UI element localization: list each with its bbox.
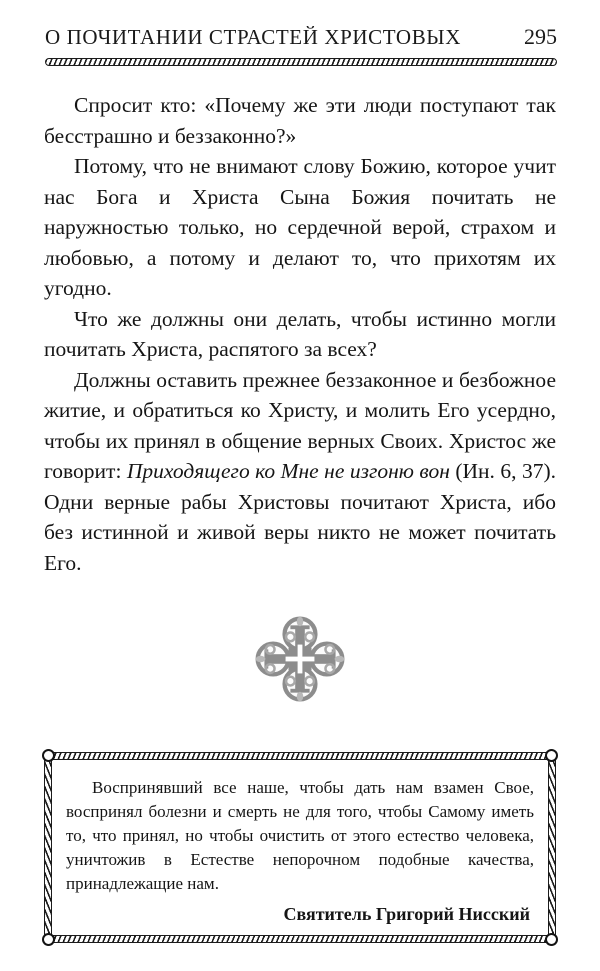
page-number: 295	[524, 24, 557, 49]
paragraph: Спросит кто: «Почему же эти люди поступают так бесстрашно и беззаконно?»	[44, 93, 556, 148]
quote-box	[44, 752, 556, 943]
paragraph: Потому, что не внимают слову Божию, которое учит нас Бога и Христа Сына Божия почитать не наружностью только, но сердечной верой, страхом и любовью, а потому и делают то, что прихотям их угодно.	[44, 154, 556, 300]
paragraph	[44, 365, 556, 579]
quote-text: Воспринявший все наше, чтобы дать нам взамен Свое, воспринял болезни и смерть не для того, чтобы Самому иметь то, что принял, но чтобы очистить от этого естество человека, уничтожив в Естестве непорочном подобные качества, принадлежащие нам.	[66, 778, 534, 893]
body-text	[44, 90, 556, 578]
corner-ring-icon	[545, 749, 558, 762]
paragraph-text: Должны оставить прежнее беззаконное и безбожное житие, и обратиться ко Христу, и молить Его усердно, чтобы их принял в общение верных Своих. Христос же говорит:	[44, 367, 556, 483]
paragraph: Что же должны они делать, чтобы истинно могли почитать Христа, распятого за всех?	[44, 306, 556, 361]
quote-attribution: Святитель Григорий Нисский	[283, 904, 530, 924]
quote-content	[53, 761, 547, 934]
rope-border-bottom	[49, 935, 551, 943]
corner-ring-icon	[42, 933, 55, 946]
rope-border-right	[548, 757, 556, 938]
scripture-quote: Приходящего ко Мне не изгоню вон	[126, 459, 450, 483]
page-header	[45, 24, 557, 50]
rope-divider	[45, 58, 557, 66]
paragraph-text: (Ин. 6, 37). Одни верные рабы Христовы почитают Христа, ибо без истинной и живой веры никто не может почитать Его.	[44, 459, 556, 575]
corner-ring-icon	[545, 933, 558, 946]
running-head: О ПОЧИТАНИИ СТРАСТЕЙ ХРИСТОВЫХ	[45, 25, 461, 49]
rope-border-top	[49, 752, 551, 760]
quatrefoil-cross-ornament-icon	[250, 612, 350, 706]
corner-ring-icon	[42, 749, 55, 762]
rope-border-left	[44, 757, 52, 938]
ornament-container	[0, 612, 600, 711]
